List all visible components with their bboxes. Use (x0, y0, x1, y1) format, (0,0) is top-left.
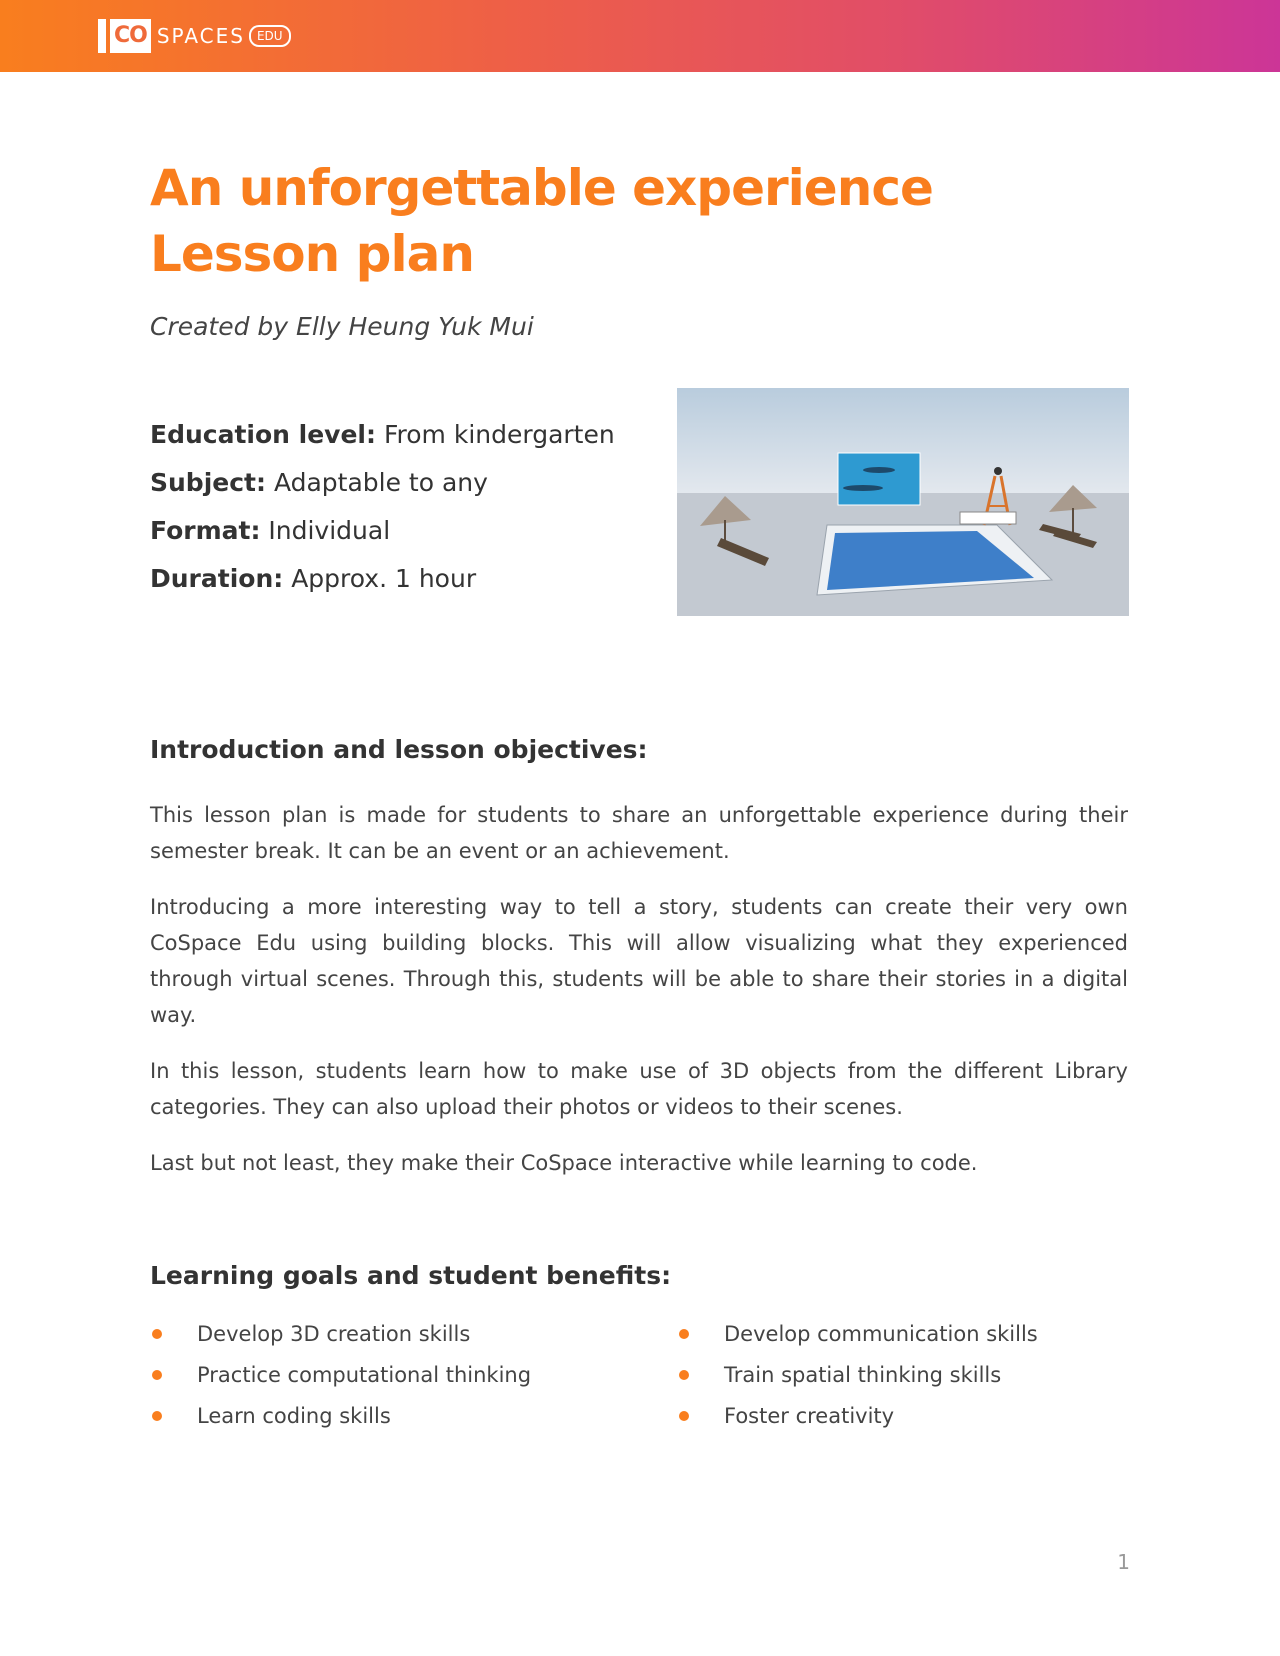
swimmer-1 (863, 467, 895, 473)
intro-body (150, 797, 1128, 1201)
meta-label: Duration: (150, 564, 284, 593)
header-bar (0, 0, 1280, 72)
goals-list (150, 1318, 1130, 1432)
goal-text: Develop communication skills (724, 1322, 1038, 1346)
intro-paragraph: Last but not least, they make their CoSpace interactive while learning to code. (150, 1151, 978, 1175)
bullet-icon (152, 1411, 162, 1421)
bullet-icon (152, 1329, 162, 1339)
goal-text: Develop 3D creation skills (197, 1322, 471, 1346)
author-line: Created by Elly Heung Yuk Mui (150, 312, 534, 341)
page-title (150, 155, 933, 287)
meta-value: Individual (260, 516, 391, 545)
meta-value: Approx. 1 hour (283, 564, 477, 593)
meta-value: From kindergarten (376, 420, 615, 449)
goal-text: Foster creativity (724, 1404, 895, 1428)
bullet-icon (679, 1329, 689, 1339)
goal-text: Practice computational thinking (197, 1363, 532, 1387)
intro-paragraph: In this lesson, students learn how to make use of 3D objects from the different Library categories. They can also upload their photos or videos to their scenes. (150, 1059, 1128, 1119)
meta-value: Adaptable to any (266, 468, 488, 497)
title-line-2: Lesson plan (150, 225, 474, 283)
goal-text: Train spatial thinking skills (724, 1363, 1002, 1387)
goals-heading: Learning goals and student benefits: (150, 1261, 672, 1290)
list-item (677, 1318, 1130, 1350)
title-line-1: An unforgettable experience (150, 159, 933, 217)
bullet-icon (679, 1411, 689, 1421)
meta-label: Subject: (150, 468, 266, 497)
meta-format (150, 516, 670, 546)
pool-scene-image (677, 388, 1129, 616)
list-item (150, 1318, 677, 1350)
meta-duration (150, 564, 670, 594)
logo-co: CO (110, 19, 151, 53)
pool-scene-illustration (677, 388, 1129, 616)
intro-heading: Introduction and lesson objectives: (150, 735, 648, 764)
logo-spaces: SPACES (156, 24, 245, 48)
page-number: 1 (1117, 1550, 1130, 1574)
intro-paragraph: This lesson plan is made for students to share an unforgettable experience during their semester break. It can be an event or an achievement. (150, 803, 1128, 863)
meta-label: Format: (150, 516, 261, 545)
list-item (150, 1359, 677, 1391)
bullet-icon (679, 1370, 689, 1380)
bullet-icon (152, 1370, 162, 1380)
meta-education-level (150, 420, 670, 450)
logo-bar (98, 19, 106, 53)
intro-paragraph: Introducing a more interesting way to tell a story, students can create their very own CoSpace Edu using building blocks. This will allow visualizing what they experienced through virtual scenes. Through this, students will be able to share their stories in a digital way. (150, 895, 1128, 1027)
list-item (677, 1400, 1130, 1432)
logo-edu-badge: EDU (249, 25, 291, 47)
lifeguard (994, 467, 1002, 475)
swimmer-2 (843, 485, 883, 491)
list-item (150, 1400, 677, 1432)
goal-text: Learn coding skills (197, 1404, 391, 1428)
info-sign (960, 512, 1016, 524)
meta-label: Education level: (150, 420, 377, 449)
swimmer-photo (838, 453, 920, 505)
meta-subject (150, 468, 670, 498)
list-item (677, 1359, 1130, 1391)
lesson-meta (150, 420, 670, 612)
cospaces-edu-logo[interactable] (98, 18, 291, 54)
